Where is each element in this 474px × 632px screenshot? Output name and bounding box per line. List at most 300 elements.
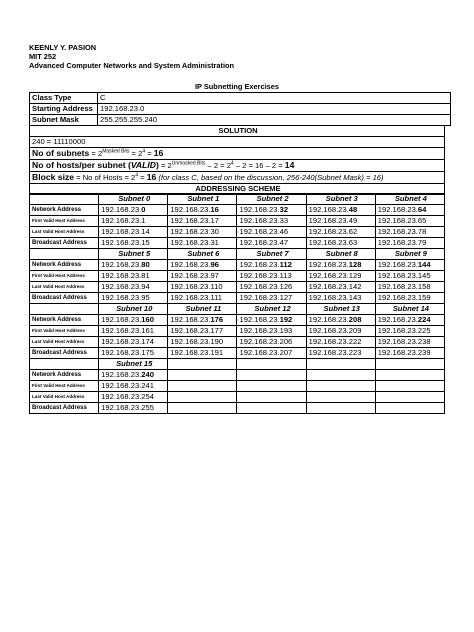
last-row xyxy=(30,282,445,293)
ip-prefix: 192.168.23. xyxy=(101,326,142,335)
ip-last-octet: 110 xyxy=(210,282,223,291)
network-address-cell xyxy=(237,315,306,326)
block-exp: 4 xyxy=(135,172,139,179)
network-address-cell xyxy=(168,315,237,326)
ip-last-octet: 160 xyxy=(141,315,154,324)
empty-cell xyxy=(168,370,237,381)
hosts-expr-a: = 2 xyxy=(158,161,172,170)
subnet-header: Subnet 9 xyxy=(375,249,444,260)
network-address-cell xyxy=(306,260,375,271)
ip-prefix: 192.168.23. xyxy=(101,348,142,357)
subnet-header-row xyxy=(30,249,445,260)
last-row-label: Last Valid Host Address xyxy=(30,282,99,293)
broadcast-address-cell xyxy=(375,293,444,304)
broadcast-address-cell xyxy=(375,348,444,359)
ip-prefix: 192.168.23. xyxy=(308,293,349,302)
network-row xyxy=(30,205,445,216)
ip-last-octet: 16 xyxy=(210,205,219,214)
subnet-header: Subnet 15 xyxy=(99,359,168,370)
last-address-cell xyxy=(99,337,168,348)
hosts-expr-b: – 2 = 2 xyxy=(205,161,231,170)
empty-cell xyxy=(237,370,306,381)
first-address-cell xyxy=(306,271,375,282)
empty-cell xyxy=(375,403,444,414)
network-row-label: Network Address xyxy=(30,260,99,271)
broadcast-row-label: Broadcast Address xyxy=(30,403,99,414)
network-address-cell xyxy=(237,205,306,216)
subnets-result: 16 xyxy=(153,148,164,158)
subnets-exp: 4 xyxy=(142,148,146,155)
ip-prefix: 192.168.23. xyxy=(308,271,349,280)
ip-prefix: 192.168.23. xyxy=(170,260,211,269)
broadcast-row xyxy=(30,293,445,304)
last-address-cell xyxy=(375,227,444,238)
first-address-cell xyxy=(168,271,237,282)
first-address-cell xyxy=(237,271,306,282)
broadcast-row-label: Broadcast Address xyxy=(30,348,99,359)
last-address-cell xyxy=(237,282,306,293)
hosts-expr-c: – 2 = 16 – 2 = xyxy=(233,161,285,170)
broadcast-address-cell xyxy=(237,238,306,249)
ip-prefix: 192.168.23. xyxy=(101,370,142,379)
ip-last-octet: 96 xyxy=(210,260,219,269)
ip-last-octet: 78 xyxy=(417,227,427,236)
last-address-cell xyxy=(306,337,375,348)
empty-cell xyxy=(237,381,306,392)
ip-prefix: 192.168.23. xyxy=(239,337,280,346)
last-row-label: Last Valid Host Address xyxy=(30,337,99,348)
hosts-label: No of hosts/per subnet ( xyxy=(32,160,131,170)
last-address-cell xyxy=(375,282,444,293)
block-expr-a: = No of Hosts = 2 xyxy=(74,173,136,182)
ip-last-octet: 14 xyxy=(141,227,150,236)
ip-last-octet: 33 xyxy=(279,216,289,225)
network-address-cell xyxy=(306,205,375,216)
subnet-header: Subnet 3 xyxy=(306,194,375,205)
block-size-formula xyxy=(30,172,445,184)
ip-prefix: 192.168.23. xyxy=(101,227,142,236)
ip-last-octet: 49 xyxy=(348,216,358,225)
broadcast-address-cell xyxy=(306,348,375,359)
ip-last-octet: 0 xyxy=(141,205,146,214)
ip-prefix: 192.168.23. xyxy=(377,227,418,236)
network-row-label: Network Address xyxy=(30,205,99,216)
first-row xyxy=(30,216,445,227)
ip-last-octet: 208 xyxy=(348,315,362,324)
hosts-result: 14 xyxy=(284,160,295,170)
ip-last-octet: 17 xyxy=(210,216,219,225)
broadcast-address-cell xyxy=(99,348,168,359)
ip-last-octet: 209 xyxy=(348,326,362,335)
empty-cell xyxy=(306,359,375,370)
empty-cell xyxy=(168,381,237,392)
info-table xyxy=(29,92,451,126)
broadcast-address-cell xyxy=(99,403,168,414)
last-address-cell xyxy=(168,227,237,238)
empty-cell xyxy=(375,370,444,381)
ip-prefix: 192.168.23. xyxy=(170,293,211,302)
ip-last-octet: 255 xyxy=(141,403,154,412)
ip-prefix: 192.168.23. xyxy=(101,282,142,291)
ip-last-octet: 222 xyxy=(348,337,362,346)
network-address-cell xyxy=(168,205,237,216)
ip-prefix: 192.168.23. xyxy=(377,326,418,335)
solution-table xyxy=(29,125,445,195)
last-address-cell xyxy=(99,227,168,238)
subnet-header: Subnet 12 xyxy=(237,304,306,315)
broadcast-address-cell xyxy=(99,293,168,304)
ip-prefix: 192.168.23. xyxy=(377,260,418,269)
ip-prefix: 192.168.23. xyxy=(239,293,280,302)
class-type-row xyxy=(30,93,451,104)
ip-last-octet: 145 xyxy=(417,271,431,280)
subnet-header: Subnet 14 xyxy=(375,304,444,315)
ip-last-octet: 111 xyxy=(210,293,222,302)
hosts-label-end: ) xyxy=(155,160,159,170)
subnet-header-row xyxy=(30,304,445,315)
ip-prefix: 192.168.23. xyxy=(170,216,211,225)
ip-prefix: 192.168.23. xyxy=(101,315,142,324)
subnet-header: Subnet 5 xyxy=(99,249,168,260)
empty-cell xyxy=(375,381,444,392)
network-row xyxy=(30,260,445,271)
network-address-cell xyxy=(99,315,168,326)
subnet-header: Subnet 1 xyxy=(168,194,237,205)
first-address-cell xyxy=(375,326,444,337)
ip-last-octet: 48 xyxy=(348,205,358,214)
ip-last-octet: 129 xyxy=(348,271,362,280)
subnet-mask-label: Subnet Mask xyxy=(30,115,98,126)
ip-prefix: 192.168.23. xyxy=(170,326,211,335)
block-expr-b: = xyxy=(138,173,147,182)
first-address-cell xyxy=(99,381,168,392)
ip-prefix: 192.168.23. xyxy=(170,348,211,357)
network-row xyxy=(30,370,445,381)
ip-last-octet: 79 xyxy=(417,238,427,247)
first-address-cell xyxy=(168,326,237,337)
blank-cell xyxy=(30,359,99,370)
ip-prefix: 192.168.23. xyxy=(239,282,280,291)
broadcast-row xyxy=(30,403,445,414)
hosts-exp-label: Unmasked Bits xyxy=(171,160,206,167)
ip-prefix: 192.168.23. xyxy=(170,282,211,291)
ip-last-octet: 175 xyxy=(141,348,154,357)
blank-cell xyxy=(30,194,99,205)
course-subject: Advanced Computer Networks and System Administration xyxy=(29,61,235,70)
first-address-cell xyxy=(306,326,375,337)
first-address-cell xyxy=(99,271,168,282)
starting-address-row xyxy=(30,104,451,115)
subnet-header: Subnet 6 xyxy=(168,249,237,260)
binary-mask-line: 240 = 11110000 xyxy=(30,137,445,148)
empty-cell xyxy=(306,392,375,403)
ip-last-octet: 241 xyxy=(141,381,154,390)
ip-prefix: 192.168.23. xyxy=(308,238,349,247)
last-address-cell xyxy=(237,227,306,238)
ip-prefix: 192.168.23. xyxy=(170,271,211,280)
last-row xyxy=(30,227,445,238)
ip-last-octet: 238 xyxy=(417,337,431,346)
first-address-cell xyxy=(375,216,444,227)
last-row-label: Last Valid Host Address xyxy=(30,227,99,238)
ip-last-octet: 65 xyxy=(417,216,427,225)
ip-last-octet: 94 xyxy=(141,282,150,291)
ip-prefix: 192.168.23. xyxy=(239,227,280,236)
first-address-cell xyxy=(99,216,168,227)
network-address-cell xyxy=(375,315,444,326)
ip-prefix: 192.168.23. xyxy=(101,392,142,401)
network-address-cell xyxy=(99,370,168,381)
network-address-cell xyxy=(237,260,306,271)
broadcast-row xyxy=(30,348,445,359)
last-address-cell xyxy=(168,282,237,293)
ip-last-octet: 144 xyxy=(417,260,431,269)
ip-prefix: 192.168.23. xyxy=(377,205,418,214)
ip-prefix: 192.168.23. xyxy=(170,227,211,236)
first-address-cell xyxy=(168,216,237,227)
starting-address-value: 192.168.23.0 xyxy=(98,104,451,115)
ip-prefix: 192.168.23. xyxy=(170,205,211,214)
ip-prefix: 192.168.23. xyxy=(308,216,349,225)
subnet-header-row xyxy=(30,194,445,205)
ip-last-octet: 158 xyxy=(417,282,431,291)
ip-last-octet: 142 xyxy=(348,282,362,291)
hosts-formula xyxy=(30,160,445,172)
ip-prefix: 192.168.23. xyxy=(170,315,211,324)
last-address-cell xyxy=(375,337,444,348)
first-row-label: First Valid Host Address xyxy=(30,271,99,282)
ip-last-octet: 62 xyxy=(348,227,358,236)
ip-last-octet: 31 xyxy=(210,238,219,247)
ip-last-octet: 177 xyxy=(210,326,224,335)
ip-prefix: 192.168.23. xyxy=(239,326,280,335)
ip-last-octet: 223 xyxy=(348,348,362,357)
network-row xyxy=(30,315,445,326)
hosts-valid: VALID xyxy=(130,160,156,170)
last-address-cell xyxy=(99,392,168,403)
ip-last-octet: 161 xyxy=(141,326,154,335)
subnets-expr-c: = xyxy=(145,149,154,158)
first-address-cell xyxy=(306,216,375,227)
ip-last-octet: 176 xyxy=(210,315,224,324)
broadcast-row-label: Broadcast Address xyxy=(30,238,99,249)
subnet-header: Subnet 0 xyxy=(99,194,168,205)
ip-last-octet: 192 xyxy=(279,315,293,324)
ip-prefix: 192.168.23. xyxy=(239,271,280,280)
network-address-cell xyxy=(168,260,237,271)
ip-prefix: 192.168.23. xyxy=(308,337,349,346)
subnet-header: Subnet 4 xyxy=(375,194,444,205)
first-address-cell xyxy=(237,216,306,227)
broadcast-address-cell xyxy=(306,238,375,249)
ip-last-octet: 113 xyxy=(279,271,292,280)
ip-prefix: 192.168.23. xyxy=(101,238,142,247)
empty-cell xyxy=(168,359,237,370)
ip-last-octet: 30 xyxy=(210,227,219,236)
starting-address-label: Starting Address xyxy=(30,104,98,115)
subnet-mask-value: 255.255.255.240 xyxy=(98,115,451,126)
ip-last-octet: 47 xyxy=(279,238,289,247)
ip-prefix: 192.168.23. xyxy=(101,293,142,302)
first-row-label: First Valid Host Address xyxy=(30,381,99,392)
empty-cell xyxy=(237,403,306,414)
addressing-scheme-table xyxy=(29,193,445,414)
ip-prefix: 192.168.23. xyxy=(308,260,349,269)
last-address-cell xyxy=(237,337,306,348)
last-row xyxy=(30,392,445,403)
last-address-cell xyxy=(306,227,375,238)
subnet-header-row xyxy=(30,359,445,370)
class-type-label: Class Type xyxy=(30,93,98,104)
first-row xyxy=(30,271,445,282)
ip-last-octet: 174 xyxy=(141,337,154,346)
ip-last-octet: 240 xyxy=(141,370,154,379)
ip-last-octet: 159 xyxy=(417,293,431,302)
first-address-cell xyxy=(99,326,168,337)
scheme-heading: ADDRESSING SCHEME xyxy=(30,184,445,195)
network-address-cell xyxy=(99,205,168,216)
ip-prefix: 192.168.23. xyxy=(377,216,418,225)
block-result: 16 xyxy=(146,172,157,182)
first-address-cell xyxy=(237,326,306,337)
ip-prefix: 192.168.23. xyxy=(308,315,349,324)
subnet-header: Subnet 2 xyxy=(237,194,306,205)
block-label: Block size xyxy=(32,172,75,182)
ip-prefix: 192.168.23. xyxy=(308,205,349,214)
hosts-exp: 4 xyxy=(230,160,234,167)
document-title: IP Subnetting Exercises xyxy=(194,82,280,91)
ip-prefix: 192.168.23. xyxy=(377,271,418,280)
network-row-label: Network Address xyxy=(30,315,99,326)
empty-cell xyxy=(306,381,375,392)
broadcast-row xyxy=(30,238,445,249)
empty-cell xyxy=(375,392,444,403)
empty-cell xyxy=(168,392,237,403)
network-row-label: Network Address xyxy=(30,370,99,381)
subnet-header: Subnet 8 xyxy=(306,249,375,260)
subnets-formula xyxy=(30,148,445,160)
ip-prefix: 192.168.23. xyxy=(377,337,418,346)
subnet-header: Subnet 11 xyxy=(168,304,237,315)
ip-last-octet: 126 xyxy=(279,282,293,291)
ip-prefix: 192.168.23. xyxy=(239,238,280,247)
ip-last-octet: 207 xyxy=(279,348,293,357)
first-row-label: First Valid Host Address xyxy=(30,326,99,337)
ip-prefix: 192.168.23. xyxy=(239,315,280,324)
broadcast-row-label: Broadcast Address xyxy=(30,293,99,304)
broadcast-address-cell xyxy=(237,293,306,304)
broadcast-address-cell xyxy=(375,238,444,249)
author-name: KEENLY Y. PASION xyxy=(29,43,97,52)
ip-last-octet: 63 xyxy=(348,238,358,247)
ip-prefix: 192.168.23. xyxy=(170,238,211,247)
ip-last-octet: 224 xyxy=(417,315,431,324)
broadcast-address-cell xyxy=(168,293,237,304)
broadcast-address-cell xyxy=(99,238,168,249)
empty-cell xyxy=(168,403,237,414)
network-address-cell xyxy=(375,260,444,271)
last-row xyxy=(30,337,445,348)
ip-last-octet: 15 xyxy=(141,238,150,247)
block-note: (for class C, based on the discussion, 256-240(Subnet Mask) = 16) xyxy=(156,173,384,182)
ip-prefix: 192.168.23. xyxy=(101,260,142,269)
class-type-value: C xyxy=(98,93,451,104)
first-row xyxy=(30,326,445,337)
ip-prefix: 192.168.23. xyxy=(101,216,142,225)
ip-prefix: 192.168.23. xyxy=(239,205,280,214)
empty-cell xyxy=(237,359,306,370)
ip-last-octet: 80 xyxy=(141,260,150,269)
ip-last-octet: 32 xyxy=(279,205,289,214)
subnet-header: Subnet 10 xyxy=(99,304,168,315)
ip-last-octet: 1 xyxy=(141,216,146,225)
subnet-mask-row xyxy=(30,115,451,126)
ip-last-octet: 112 xyxy=(279,260,292,269)
ip-prefix: 192.168.23. xyxy=(170,337,211,346)
ip-prefix: 192.168.23. xyxy=(377,238,418,247)
ip-last-octet: 254 xyxy=(141,392,154,401)
network-address-cell xyxy=(375,205,444,216)
ip-last-octet: 97 xyxy=(210,271,219,280)
ip-last-octet: 206 xyxy=(279,337,293,346)
subnets-label: No of subnets xyxy=(32,148,90,158)
subnet-header: Subnet 13 xyxy=(306,304,375,315)
last-row-label: Last Valid Host Address xyxy=(30,392,99,403)
last-address-cell xyxy=(168,337,237,348)
ip-last-octet: 191 xyxy=(210,348,224,357)
ip-prefix: 192.168.23. xyxy=(239,348,280,357)
broadcast-address-cell xyxy=(237,348,306,359)
ip-last-octet: 95 xyxy=(141,293,150,302)
last-address-cell xyxy=(306,282,375,293)
network-address-cell xyxy=(99,260,168,271)
empty-cell xyxy=(306,370,375,381)
first-row xyxy=(30,381,445,392)
ip-prefix: 192.168.23. xyxy=(239,260,280,269)
empty-cell xyxy=(375,359,444,370)
ip-prefix: 192.168.23. xyxy=(101,271,142,280)
ip-last-octet: 190 xyxy=(210,337,224,346)
ip-last-octet: 143 xyxy=(348,293,362,302)
ip-last-octet: 127 xyxy=(279,293,293,302)
ip-last-octet: 193 xyxy=(279,326,293,335)
ip-prefix: 192.168.23. xyxy=(377,293,418,302)
ip-prefix: 192.168.23. xyxy=(308,326,349,335)
ip-prefix: 192.168.23. xyxy=(308,348,349,357)
first-row-label: First Valid Host Address xyxy=(30,216,99,227)
network-address-cell xyxy=(306,315,375,326)
ip-prefix: 192.168.23. xyxy=(377,315,418,324)
subnets-exp-label: Masked Bits xyxy=(102,148,130,155)
subnets-expr-b: = 2 xyxy=(129,149,143,158)
ip-prefix: 192.168.23. xyxy=(101,403,142,412)
ip-prefix: 192.168.23. xyxy=(101,205,142,214)
ip-prefix: 192.168.23. xyxy=(308,282,349,291)
ip-prefix: 192.168.23. xyxy=(308,227,349,236)
last-address-cell xyxy=(99,282,168,293)
empty-cell xyxy=(237,392,306,403)
ip-prefix: 192.168.23. xyxy=(377,348,418,357)
ip-prefix: 192.168.23. xyxy=(377,282,418,291)
empty-cell xyxy=(306,403,375,414)
ip-last-octet: 239 xyxy=(417,348,431,357)
ip-prefix: 192.168.23. xyxy=(239,216,280,225)
first-address-cell xyxy=(375,271,444,282)
ip-last-octet: 46 xyxy=(279,227,289,236)
solution-heading: SOLUTION xyxy=(30,126,445,137)
ip-prefix: 192.168.23. xyxy=(101,337,142,346)
ip-last-octet: 64 xyxy=(417,205,427,214)
